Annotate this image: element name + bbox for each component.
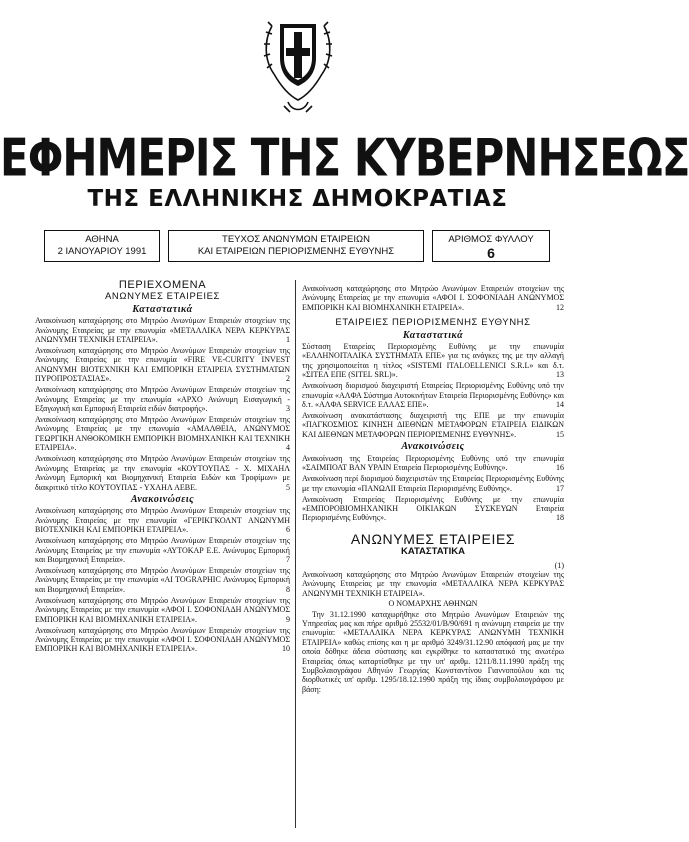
toc-entry-page: 9 [286,614,290,624]
masthead-title: ΕΦΗΜΕΡΙΣ ΤΗΣ ΚΥΒΕΡΝΗΣΕΩΣ [0,128,689,188]
toc-entry-text: Ανακοίνωση της Εταιρείας Περιορισμένης Ευθύνης υπό την επωνυμία «ΣΑΙΜΠΟΑΤ ΒΑΝ ΥΡΑΙΝ Εταιρεία Περιορισμένης Ευθύνης». [302,453,564,473]
toc-epe-katastatika-heading: Καταστατικά [402,329,464,341]
toc-entry-page: 10 [282,644,290,654]
sheet-number-box [432,230,550,262]
toc-entry [35,316,290,344]
toc-ae-anakoinoseis-list [35,506,290,653]
toc-entry [35,626,290,654]
issue-type-line1: ΤΕΥΧΟΣ ΑΝΩΝΥΜΩΝ ΕΤΑΙΡΕΙΩΝ [222,234,370,245]
toc-entry-text: Ανακοίνωση καταχώρησης στο Μητρώο Ανωνύμων Εταιρειών στοιχείων της Ανώνυμης Εταιρείας με την επωνυμία «ΑΥΤΟΚΑΡ Ε.Ε. Ανώνυμος Εμπορική και Βιομηχανική Εταιρεία». [35,536,290,564]
toc-entry-page: 13 [556,370,564,380]
toc-epe-katastatika-list [302,342,564,439]
signatory: Ο ΝΟΜΑΡΧΗΣ ΑΘΗΝΩΝ [388,599,478,609]
toc-entry [302,284,564,312]
toc-entry-page: 6 [286,525,290,535]
sheet-number-label: ΑΡΙΘΜΟΣ ΦΥΛΛΟΥ [448,234,534,245]
city-date-box [44,230,160,262]
toc-entry [35,454,290,492]
toc-entry-page: 12 [556,302,564,312]
toc-entry-text: Ανακοίνωση καταχώρησης στο Μητρώο Ανωνύμων Εταιρειών στοιχείων της Ανώνυμης Εταιρείας με την επωνυμία «ΑΦΟΙ Ι. ΣΟΦΟΝΙΑΔΗ ΑΝΩΝΥΜΟΣ ΕΜΠΟΡΙΚΗ ΚΑΙ ΒΙΟΜΗΧΑΝΙΚΗ ΕΤΑΙΡΕΙΑ». [35,595,290,624]
issue-type-box [168,230,424,262]
toc-ae-heading: ΑΝΩΝΥΜΕΣ ΕΤΑΙΡΕΙΕΣ [105,291,220,303]
toc-entry-page: 8 [286,584,290,594]
toc-entry-page: 7 [286,554,290,564]
toc-heading: ΠΕΡΙΕΧΟΜΕΝΑ [118,279,207,291]
toc-entry-page: 3 [286,404,290,414]
issue-date: 2 ΙΑΝΟΥΑΡΙΟΥ 1991 [57,246,147,257]
toc-ae-katastatika-heading: Καταστατικά [132,303,193,315]
toc-entry [35,506,290,534]
item-number: (1) [554,560,564,570]
toc-entry-page: 18 [556,513,564,523]
toc-entry-text: Ανακοίνωση καταχώρησης στο Μητρώο Ανωνύμων Εταιρειών στοιχείων της Ανώνυμης Εταιρείας με την επωνυμία «ΑΡΧΟ Ανώνυμη Εισαγωγική - Εξαγωγική και Εμπορική Εταιρεία ειδών διατροφής». [35,385,290,414]
city-label: ΑΘΗΝΑ [85,234,119,245]
body-heading: ΑΝΩΝΥΜΕΣ ΕΤΑΙΡΕΙΕΣ [350,530,516,547]
body-paragraph: Την 31.12.1990 καταχωρήθηκε στο Μητρώο Ανωνύμων Εταιρειών της Υπηρεσίας μας και πήρε αριθμό 25532/01/Β/90/691 η ανώνυμη εταιρεία με την επωνυμία: «ΜΕΤΑΛΛΙΚΑ ΝΕΡΑ ΚΕΡΚΥΡΑΣ ΑΝΩΝΥΜΗ ΤΕΧΝΙΚΗ ΕΤΑΙΡΕΙΑ» καθώς επίσης και η με αριθμό 3249/31.12.90 απόφασή μας με την οποία δόθηκε άδεια σύστασης και εγκρίθηκε το καταστατικό της ανωτέρω Εταιρείας όπως καταρτίσθηκε με την υπ' αριθμ. 1211/8.11.1990 πράξη της Συμβολαιογράφου Αθηνών Γεωργίας Κωνσταντίνου Γιαννοπούλου και τις διορθωτικές υπ' αριθμ. 1295/18.12.1990 πράξη της ίδιας συμβολαιογράφου με βάση: [302,609,564,694]
coat-of-arms-emblem [262,12,334,120]
masthead-subtitle: ΤΗΣ ΕΛΛΗΝΙΚΗΣ ΔΗΜΟΚΡΑΤΙΑΣ [87,186,508,212]
toc-entry-text: Ανακοίνωση καταχώρησης στο Μητρώο Ανωνύμων Εταιρειών στοιχείων της Ανώνυμης Εταιρείας με την επωνυμία «FIRE VE-CURITY INVEST ΑΝΩΝΥΜΗ ΒΙΟΤΕΧΝΙΚΗ ΚΑΙ ΕΜΠΟΡΙΚΗ ΕΤΑΙΡΕΙΑ ΣΥΣΤΗΜΑΤΩΝ ΠΥΡΟΠΡΟΣΤΑΣΙΑΣ». [35,346,290,384]
toc-entry-page: 15 [556,429,564,439]
toc-entry-page: 16 [556,463,564,473]
toc-entry-text: Ανακοίνωση ανακατάστασης διαχειριστή της ΕΠΕ με την επωνυμία «ΠΑΓΚΟΣΜΙΟΣ ΚΙΝΗΣΗ ΔΙΕΘΝΩΝ ΜΕΤΑΦΟΡΩΝ ΕΤΑΙΡΕΙΑ ΕΙΔΙΚΩΝ ΚΑΙ ΔΙΕΘΝΩΝ ΜΕΤΑΦΟΡΩΝ ΠΕΡΙΟΡΙΣΜΕΝΗΣ ΕΥΘΥΝΗΣ». [302,411,564,439]
toc-entry-page: 2 [286,374,290,384]
toc-epe-anakoinoseis-heading: Ανακοινώσεις [401,441,465,453]
toc-entry-text: Ανακοίνωση καταχώρησης στο Μητρώο Ανωνύμων Εταιρειών στοιχείων της Ανώνυμης Εταιρείας με την επωνυμία «ΑΦΟΙ Ι. ΣΟΦΟΝΙΑΔΗ ΑΝΩΝΥΜΟΣ ΕΜΠΟΡΙΚΗ ΚΑΙ ΒΙΟΜΗΧΑΝΙΚΗ ΕΤΑΙΡΕΙΑ». [35,625,290,654]
toc-entry [35,596,290,624]
toc-entry [35,346,290,384]
body-subheading: ΚΑΤΑΣΤΑΤΙΚΑ [401,546,465,558]
toc-ae-anakoinoseis-continued [302,284,564,312]
toc-entry-text: Ανακοίνωση καταχώρησης στο Μητρώο Ανωνύμων Εταιρειών στοιχείων της Ανώνυμης Εταιρείας με την επωνυμία «ΚΟΥΤΟΥΠΑΣ - Χ. ΜΙΧΑΗΛ Ανώνυμη Εμπορική και Βιομηχανική Εταιρεία Ειδών και Τροφίμων» με διακριτικό τίτλο ΚΟΥΤΟΥΠΑΣ - ΥΧΑΗΛ ΑΕΒΕ. [35,454,290,492]
toc-ae-anakoinoseis-heading: Ανακοινώσεις [130,493,195,505]
sheet-number: 6 [487,245,495,261]
toc-entry-text: Ανακοίνωση καταχώρησης στο Μητρώο Ανωνύμων Εταιρειών στοιχείων της Ανώνυμης Εταιρείας με την επωνυμία «ΓΕΡΙΚΓΚΟΛΝΤ ΑΝΩΝΥΜΗ ΒΙΟΤΕΧΝΙΚΗ ΚΑΙ ΕΜΠΟΡΙΚΗ ΕΤΑΙΡΕΙΑ». [35,506,290,535]
toc-entry [35,385,290,413]
toc-entry [302,381,564,409]
toc-epe-heading: ΕΤΑΙΡΕΙΕΣ ΠΕΡΙΟΡΙΣΜΕΝΗΣ ΕΥΘΥΝΗΣ [335,317,531,329]
toc-entry-text: Ανακοίνωση Εταιρείας Περιορισμένης Ευθύνης με την επωνυμία «ΕΜΠΟΡΟΒΙΟΜΗΧΑΝΙΚΗ ΟΙΚΙΑΚΩΝ ΣΥΣΚΕΥΩΝ Εταιρεία Περιορισμένης Ευθύνης». [302,494,564,523]
toc-entry [302,411,564,439]
toc-entry-text: Σύσταση Εταιρείας Περιορισμένης Ευθύνης με την επωνυμία «ΕΛΛΗΝΟΙΤΑΛΙΚΑ ΣΥΣΤΗΜΑΤΑ ΕΠΕ» για τις ανάγκες της με την αλλαγή της χρησιμοποιείται η τίτλος «SISTEMI ITALOELLENICI S.R.L» και δ.τ. «ΣΙΤΕΛ ΕΠΕ (SITEL SRL)». [302,342,564,380]
toc-entry-text: Ανακοίνωση διορισμού διαχειριστή Εταιρείας Περιορισμένης Ευθύνης υπό την επωνυμία «ΑΛΦΑ Σύστημα Αυτοκινήτων Εταιρεία Περιορισμένης Ευθύνης» και δ.τ. «ΑΛΦΑ SERVICE ΕΛΛΑΣ ΕΠΕ». [302,381,564,410]
toc-entry [35,566,290,594]
column-divider [295,280,296,828]
toc-entry-page: 1 [286,335,290,345]
toc-entry-text: Ανακοίνωση περί διορισμού διαχειριστών της Εταιρείας Περιορισμένης Ευθύνης με την επωνυμία «ΠΑΝΩΛΙΙ Εταιρεία Περιορισμένης Ευθύνης». [302,474,564,493]
toc-entry [302,474,564,493]
toc-entry-page: 5 [286,482,290,492]
toc-entry [35,415,290,453]
toc-entry-page: 4 [286,443,290,453]
toc-entry [35,536,290,564]
toc-entry [302,454,564,473]
toc-entry-page: 17 [556,483,564,493]
toc-ae-katastatika-list [35,316,290,492]
item-title: Ανακοίνωση καταχώρησης στο Μητρώο Ανωνύμων Εταιρειών στοιχείων της Ανώνυμης Εταιρείας με την επωνυμία «ΜΕΤΑΛΛΙΚΑ ΝΕΡΑ ΚΕΡΚΥΡΑΣ ΑΝΩΝΥΜΗ ΤΕΧΝΙΚΗ ΕΤΑΙΡΕΙΑ». [302,569,564,598]
issue-type-line2: ΚΑΙ ΕΤΑΙΡΕΙΩΝ ΠΕΡΙΟΡΙΣΜΕΝΗΣ ΕΥΘΥΝΗΣ [197,246,395,257]
toc-entry [302,342,564,380]
toc-left-column [35,280,290,655]
right-column [302,284,564,694]
toc-entry [302,495,564,523]
toc-entry-page: 14 [556,400,564,410]
toc-epe-anakoinoseis-list [302,454,564,523]
toc-entry-text: Ανακοίνωση καταχώρησης στο Μητρώο Ανωνύμων Εταιρειών στοιχείων της Ανώνυμης Εταιρείας με την επωνυμία «ΑΙ TOGRAPHIC Ανώνυμος Εμπορική και Βιομηχανική Εταιρεία». [35,565,290,594]
toc-entry-text: Ανακοίνωση καταχώρησης στο Μητρώο Ανωνύμων Εταιρειών στοιχείων της Ανώνυμης Εταιρείας με την επωνυμία «ΑΜΑΛΘΕΙΑ, ΑΝΩΝΥΜΟΣ ΓΕΩΡΓΙΚΗ ΑΝΘΟΚΟΜΙΚΗ ΕΜΠΟΡΙΚΗ ΒΙΟΜΗΧΑΝΙΚΗ ΚΑΙ ΤΕΧΝΙΚΗ ΕΤΑΙΡΕΙΑ». [35,415,290,453]
toc-entry-text: Ανακοίνωση καταχώρησης στο Μητρώο Ανωνύμων Εταιρειών στοιχείων της Ανώνυμης Εταιρείας με την επωνυμία «ΑΦΟΙ Ι. ΣΟΦΟΝΙΑΔΗ ΑΝΩΝΥΜΟΣ ΕΜΠΟΡΙΚΗ ΚΑΙ ΒΙΟΜΗΧΑΝΙΚΗ ΕΤΑΙΡΕΙΑ». [302,284,564,312]
toc-entry-text: Ανακοίνωση καταχώρησης στο Μητρώο Ανωνύμων Εταιρειών στοιχείων της Ανώνυμης Εταιρείας με την επωνυμία «ΜΕΤΑΛΛΙΚΑ ΝΕΡΑ ΚΕΡΚΥΡΑΣ ΑΝΩΝΥΜΗ ΤΕΧΝΙΚΗ ΕΤΑΙΡΕΙΑ». [35,316,290,345]
